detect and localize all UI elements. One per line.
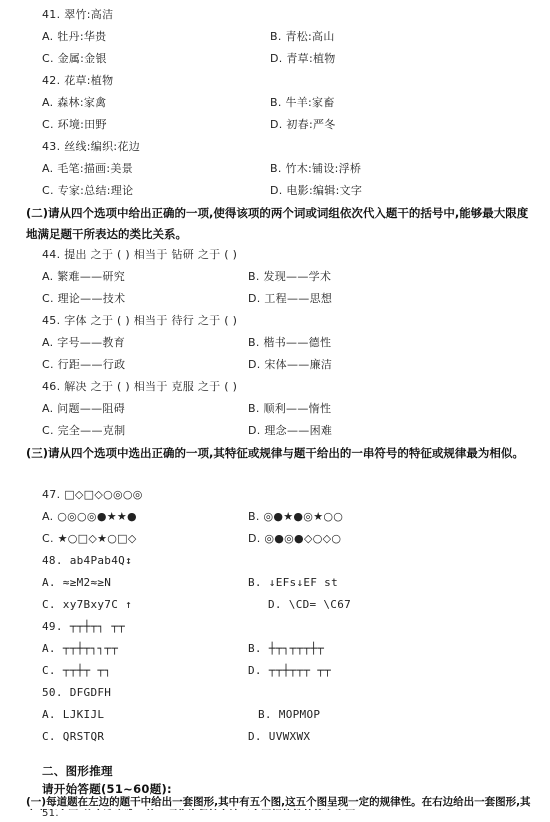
q51-stem: 51. [42, 808, 59, 819]
q45-option-a: A. 字号——教育 [42, 336, 126, 349]
q46-option-b: B. 顺利——惰性 [248, 402, 332, 415]
q41-option-c: C. 金属:金银 [42, 52, 107, 65]
q47-option-d: D. ◎●◎●◇○◇○ [248, 532, 342, 545]
q43-option-b: B. 竹木:铺设:浮桥 [270, 162, 362, 175]
q42-stem: 42. 花草:植物 [42, 74, 114, 87]
figure-section-instruction: (一)每道题在左边的题干中给出一套图形,其中有五个图,这五个图呈现一定的规律性。在右边给出一套图形,其 [26, 796, 531, 808]
q44-option-b: B. 发现——学术 [248, 270, 332, 283]
q49-stem: 49. ┬┬┼┬┐ ┬┬ [42, 620, 126, 633]
q47-option-a: A. ○◎○◎●★★● [42, 510, 137, 523]
q42-option-a: A. 森林:家禽 [42, 96, 107, 109]
q48-option-b: B. ↓EFs↓EF st [248, 576, 338, 589]
section-2-instruction: (二)请从四个选项中给出正确的一项,使得该项的两个词或词组依次代入题干的括号中,能够最大限度地满足题干所表达的类比关系。 [26, 206, 529, 241]
q44-option-a: A. 繁难——研究 [42, 270, 126, 283]
q47-option-c: C. ★○□◇★○□◇ [42, 532, 137, 545]
q50-stem: 50. DFGDFH [42, 686, 112, 699]
q45-stem: 45. 字体 之于 ( ) 相当于 待行 之于 ( ) [42, 314, 238, 327]
part-2-heading: 二、图形推理 [42, 764, 113, 778]
part-2-start: 请开始答题(51~60题): [42, 782, 172, 796]
q42-option-c: C. 环境:田野 [42, 118, 107, 131]
q43-option-c: C. 专家:总结:理论 [42, 184, 134, 197]
section-3-instruction: (三)请从四个选项中选出正确的一项,其特征或规律与题干给出的一串符号的特征或规律最为相似。 [26, 446, 524, 460]
q46-stem: 46. 解决 之于 ( ) 相当于 克服 之于 ( ) [42, 380, 238, 393]
q46-option-a: A. 问题——阻碍 [42, 402, 126, 415]
q50-option-b: B. MOPMOP [258, 708, 321, 721]
q41-option-d: D. 青草:植物 [270, 52, 336, 65]
q48-stem: 48. ab4Pab4Q↕ [42, 554, 132, 567]
q46-option-d: D. 理念——困难 [248, 424, 333, 437]
q48-option-d: D. \CD= \C67 [268, 598, 352, 611]
q50-option-c: C. QRSTQR [42, 730, 105, 743]
q50-option-d: D. UVWXWX [248, 730, 311, 743]
q44-stem: 44. 提出 之于 ( ) 相当于 钻研 之于 ( ) [42, 248, 238, 261]
q46-option-c: C. 完全——克制 [42, 424, 126, 437]
q42-option-b: B. 牛羊:家畜 [270, 96, 335, 109]
q41-stem: 41. 翠竹:高洁 [42, 8, 114, 21]
q49-option-b: B. ┼┬┐┬┬┬┼┬ [248, 642, 325, 655]
q49-option-a: A. ┬┬┼┬┐┐┬┬ [42, 642, 119, 655]
q44-option-d: D. 工程——思想 [248, 292, 333, 305]
q43-option-a: A. 毛笔:描画:美景 [42, 162, 134, 175]
q45-option-b: B. 楷书——德性 [248, 336, 332, 349]
q49-option-d: D. ┬┬┼┬┬┬ ┬┬ [248, 664, 332, 677]
q48-option-a: A. ≈≥M2≈≥N [42, 576, 112, 589]
q45-option-c: C. 行距——行政 [42, 358, 126, 371]
q43-stem: 43. 丝线:编织:花边 [42, 140, 141, 153]
q50-option-a: A. LJKIJL [42, 708, 105, 721]
q45-option-d: D. 宋体——廉洁 [248, 358, 333, 371]
q48-option-c: C. xy7Bxy7C ↑ [42, 598, 132, 611]
q47-option-b: B. ◎●★●◎★○○ [248, 510, 344, 523]
q47-stem: 47. □◇□◇○◎○◎ [42, 488, 143, 501]
q41-option-a: A. 牡丹:华贵 [42, 30, 107, 43]
q49-option-c: C. ┬┬┼┬ ┬┐ [42, 664, 112, 677]
q42-option-d: D. 初春:严冬 [270, 118, 336, 131]
q41-option-b: B. 青松:高山 [270, 30, 335, 43]
q43-option-d: D. 电影:编辑:文字 [270, 184, 363, 197]
q44-option-c: C. 理论——技术 [42, 292, 126, 305]
